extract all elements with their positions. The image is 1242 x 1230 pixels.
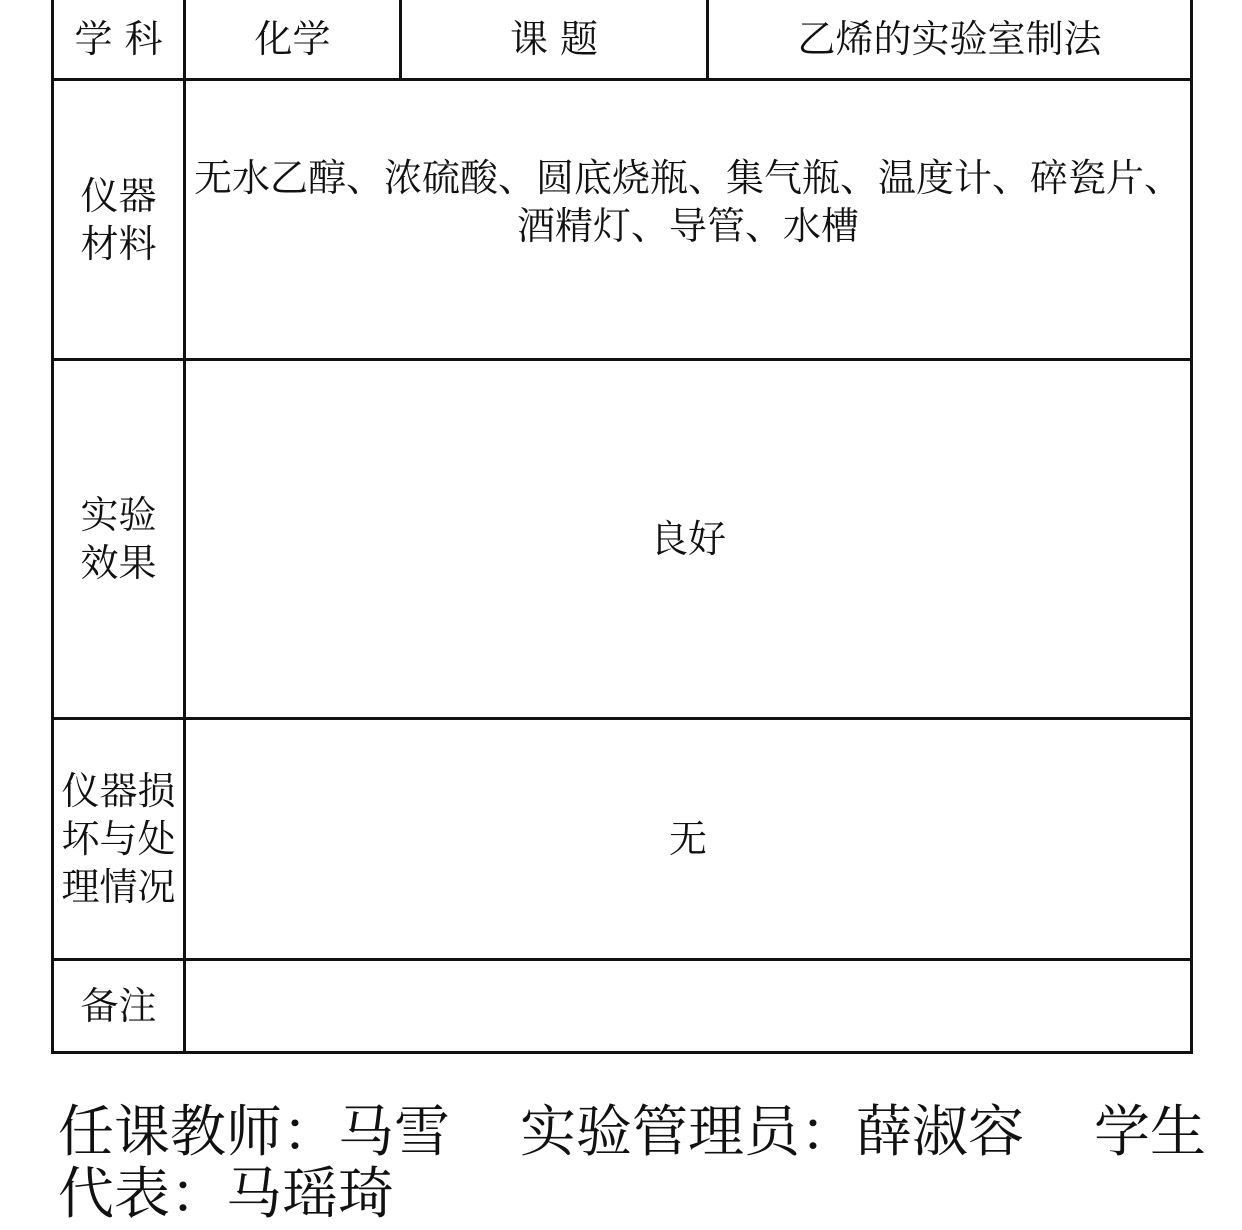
admin-name: 薛淑容 bbox=[856, 1100, 1024, 1165]
damage-value: 无 bbox=[668, 817, 707, 861]
effect-label-line1: 实验 bbox=[80, 493, 157, 537]
admin-label: 实验管理员： bbox=[520, 1100, 856, 1165]
effect-value: 良好 bbox=[649, 517, 726, 561]
topic-label-cell bbox=[401, 0, 708, 80]
effect-label-line2: 效果 bbox=[80, 541, 157, 585]
effect-label-cell bbox=[53, 360, 185, 719]
subject-label: 学 科 bbox=[74, 16, 163, 61]
effect-row bbox=[53, 360, 1192, 719]
teacher-label: 任课教师： bbox=[58, 1100, 338, 1165]
damage-value-cell bbox=[185, 719, 1192, 960]
notes-row bbox=[53, 960, 1192, 1053]
damage-label-cell bbox=[53, 719, 185, 960]
effect-value-cell bbox=[185, 360, 1192, 719]
experiment-record-table bbox=[51, 0, 1193, 1054]
topic-label: 课 题 bbox=[509, 16, 599, 61]
damage-label-line1: 仪器损 bbox=[61, 769, 176, 813]
notes-value-cell bbox=[185, 960, 1192, 1053]
notes-label: 备注 bbox=[80, 984, 157, 1028]
subject-value-cell bbox=[185, 0, 401, 80]
student-label-part2: 代表： bbox=[58, 1162, 226, 1227]
signature-line-continued bbox=[58, 1160, 394, 1230]
materials-label-cell bbox=[53, 80, 185, 360]
student-label-part1: 学生 bbox=[1094, 1100, 1206, 1165]
subject-value: 化学 bbox=[254, 16, 331, 61]
notes-label-cell bbox=[53, 960, 185, 1053]
student-name: 马瑶琦 bbox=[226, 1162, 394, 1227]
materials-value: 无水乙醇、浓硫酸、圆底烧瓶、集气瓶、温度计、碎瓷片、酒精灯、导管、水槽 bbox=[193, 155, 1182, 248]
teacher-name: 马雪 bbox=[338, 1100, 450, 1165]
materials-value-cell bbox=[185, 80, 1192, 360]
damage-label-line2: 坏与处 bbox=[61, 817, 176, 861]
topic-value: 乙烯的实验室制法 bbox=[797, 16, 1102, 61]
damage-row bbox=[53, 719, 1192, 960]
topic-value-cell bbox=[708, 0, 1192, 80]
materials-label-line2: 材料 bbox=[80, 221, 157, 266]
damage-label-line3: 理情况 bbox=[61, 865, 176, 909]
signature-line bbox=[58, 1098, 1242, 1168]
materials-row bbox=[53, 80, 1192, 360]
subject-label-cell bbox=[53, 0, 185, 80]
header-row bbox=[53, 0, 1192, 80]
materials-label-line1: 仪器 bbox=[80, 173, 157, 218]
